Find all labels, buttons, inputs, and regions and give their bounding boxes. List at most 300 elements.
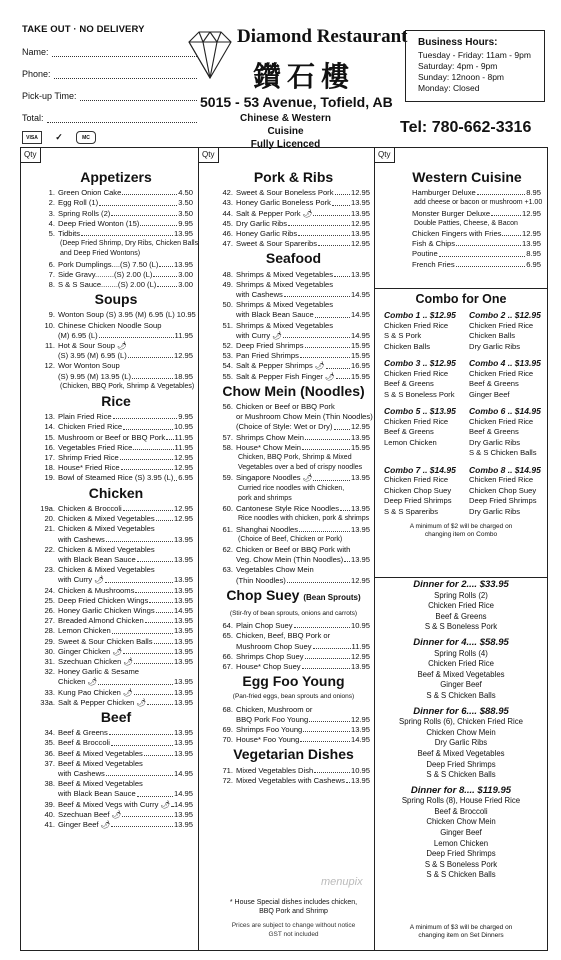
menu-item[interactable] bbox=[39, 504, 193, 514]
menu-item[interactable] bbox=[217, 504, 370, 514]
item-number: 20. bbox=[44, 514, 55, 524]
menu-item[interactable] bbox=[39, 738, 193, 748]
item-name: Ginger Chicken 🌶 bbox=[58, 646, 123, 656]
menu-item[interactable] bbox=[39, 372, 193, 382]
combo-line: Lemon Chicken bbox=[384, 437, 437, 447]
dinner-item[interactable] bbox=[376, 707, 546, 781]
menu-item[interactable] bbox=[39, 310, 196, 320]
menu-item[interactable] bbox=[217, 433, 370, 443]
item-leader bbox=[287, 576, 350, 583]
item-number: 65. bbox=[222, 631, 233, 641]
item-leader bbox=[111, 738, 173, 745]
item-leader bbox=[305, 652, 350, 659]
item-price: 13.95 bbox=[173, 687, 193, 697]
dinner-line: Lemon Chicken bbox=[433, 838, 489, 848]
menu-item[interactable] bbox=[39, 667, 193, 677]
item-leader bbox=[156, 606, 173, 613]
item-number bbox=[217, 290, 236, 300]
item-number: 57. bbox=[222, 432, 233, 442]
item-number: 43. bbox=[222, 198, 233, 208]
menu-item[interactable] bbox=[39, 524, 193, 534]
menu-item[interactable] bbox=[39, 749, 193, 759]
combo-line: Chicken Fried Rice bbox=[384, 320, 449, 330]
menu-item[interactable] bbox=[39, 433, 193, 443]
menu-item[interactable] bbox=[217, 725, 370, 735]
menu-item[interactable] bbox=[217, 652, 370, 662]
item-name: Honey Garlic Ribs bbox=[236, 229, 298, 239]
menu-item[interactable] bbox=[39, 637, 193, 647]
combo-line: Beef & Greens bbox=[469, 379, 519, 389]
cuisine-info: Chinese & Western Cuisine Fully Licenced bbox=[240, 113, 331, 150]
menu-item[interactable] bbox=[393, 239, 541, 249]
item-number bbox=[39, 769, 58, 779]
phone-field[interactable]: Phone: bbox=[22, 67, 197, 79]
section-title-text: Rice bbox=[101, 393, 131, 410]
item-number bbox=[217, 576, 236, 586]
item-leader bbox=[145, 616, 173, 623]
item-leader bbox=[315, 310, 350, 317]
section-title bbox=[39, 484, 193, 501]
menu-item[interactable] bbox=[39, 789, 193, 799]
menu-item[interactable] bbox=[39, 688, 193, 698]
menu-item[interactable] bbox=[217, 402, 370, 412]
item-name: House* Chop Suey bbox=[236, 661, 301, 671]
item-leader bbox=[334, 270, 350, 277]
item-name: Shrimps Chop Suey bbox=[236, 651, 304, 661]
combo-heading: Combo 6 .. $14.95 bbox=[469, 406, 541, 417]
item-number: 71. bbox=[222, 765, 233, 775]
menu-item[interactable] bbox=[39, 219, 193, 229]
item-leader bbox=[303, 725, 350, 732]
item-number: 12. bbox=[44, 361, 55, 371]
column-2 bbox=[217, 168, 373, 786]
item-name: Honey Garlic Boneless Pork bbox=[236, 198, 331, 208]
menu-item[interactable] bbox=[39, 198, 193, 208]
item-name: Shrimp Fried Rice bbox=[58, 453, 119, 463]
item-leader bbox=[313, 642, 351, 649]
menu-item[interactable] bbox=[39, 443, 193, 453]
item-price: 13.95 bbox=[173, 677, 193, 687]
item-price: 10.95 bbox=[350, 765, 370, 775]
item-name: House* Chow Mein bbox=[236, 442, 301, 452]
item-number: 42. bbox=[222, 188, 233, 198]
item-number: 18. bbox=[44, 463, 55, 473]
menu-item[interactable] bbox=[39, 575, 193, 585]
menu-item[interactable] bbox=[217, 715, 370, 725]
menu-item[interactable] bbox=[39, 229, 193, 239]
menu-item[interactable] bbox=[39, 769, 193, 779]
item-name: Poutine bbox=[412, 249, 438, 259]
menu-item[interactable] bbox=[393, 188, 541, 198]
combo-line: S & S Boneless Pork bbox=[384, 389, 455, 399]
menu-item[interactable] bbox=[39, 209, 193, 219]
menu-item[interactable] bbox=[393, 209, 541, 219]
item-name: Breaded Almond Chicken bbox=[58, 616, 144, 626]
menu-item[interactable] bbox=[39, 260, 193, 270]
menu-item[interactable] bbox=[217, 280, 370, 290]
menu-item[interactable] bbox=[217, 735, 370, 745]
item-leader bbox=[149, 596, 173, 603]
menu-item[interactable] bbox=[39, 800, 193, 810]
item-price: 13.95 bbox=[173, 646, 193, 656]
combo-item[interactable] bbox=[376, 356, 461, 404]
menu-item[interactable] bbox=[217, 372, 370, 382]
item-number: 33. bbox=[44, 687, 55, 697]
item-number bbox=[393, 239, 412, 249]
combo-item[interactable] bbox=[461, 463, 546, 522]
item-leader bbox=[294, 621, 350, 628]
menu-item[interactable] bbox=[217, 545, 370, 555]
menu-item[interactable] bbox=[39, 463, 193, 473]
menu-item[interactable] bbox=[217, 300, 370, 310]
menu-item[interactable] bbox=[39, 657, 193, 667]
item-name: House* Foo Young bbox=[236, 735, 300, 745]
item-price: 10.95 bbox=[350, 621, 370, 631]
section-title bbox=[217, 382, 370, 399]
item-leader bbox=[134, 688, 173, 695]
item-description: (Chicken, BBQ Pork, Shrimp & Vegetables) bbox=[60, 382, 195, 390]
combo-line: Dry Garlic Ribs bbox=[469, 506, 521, 516]
menu-item[interactable] bbox=[39, 280, 193, 290]
combo-item[interactable] bbox=[376, 308, 461, 356]
dinner-item[interactable] bbox=[376, 580, 546, 633]
menu-item[interactable] bbox=[393, 249, 541, 259]
item-name: Shrimps & Mixed Vegetables bbox=[236, 300, 334, 310]
item-number: 21. bbox=[44, 524, 55, 534]
item-number: 4. bbox=[48, 218, 55, 228]
section-subtitle: (Bean Sprouts) bbox=[303, 592, 361, 602]
menu-item[interactable] bbox=[217, 239, 370, 249]
item-leader bbox=[113, 412, 178, 419]
menu-item[interactable] bbox=[217, 361, 370, 371]
menu-item[interactable] bbox=[217, 229, 370, 239]
dinner-line: S & S Chicken Balls bbox=[426, 690, 496, 700]
item-number: 68. bbox=[222, 704, 233, 714]
section-title bbox=[39, 708, 193, 725]
item-price: 8.95 bbox=[526, 249, 541, 259]
item-name: Wonton Soup (S) 3.95 (M) 6.95 (L) bbox=[58, 310, 175, 320]
item-leader bbox=[171, 800, 173, 807]
item-name: Wor Wonton Soup bbox=[58, 361, 120, 371]
dinner-line: Chicken Chow Mein bbox=[426, 727, 496, 737]
business-hours-title: Business Hours: bbox=[418, 37, 498, 48]
dinner-line: Spring Rolls (6), Chicken Fried Rice bbox=[399, 717, 523, 727]
item-leader bbox=[159, 260, 173, 267]
combo-line: Chicken Fried Rice bbox=[384, 416, 449, 426]
menu-item[interactable] bbox=[217, 705, 370, 715]
item-name: Shanghai Noodles bbox=[236, 524, 299, 534]
item-name: Green Onion Cake bbox=[58, 188, 122, 198]
name-field[interactable]: Name: bbox=[22, 45, 197, 57]
item-name: Chicken & Mixed Vegetables bbox=[58, 544, 155, 554]
item-price: 9.95 bbox=[178, 412, 193, 422]
item-price: 13.95 bbox=[173, 697, 193, 707]
section-title-text: Soups bbox=[94, 291, 138, 308]
item-price: 12.95 bbox=[173, 453, 193, 463]
combo-item[interactable] bbox=[376, 463, 461, 522]
dinner-item[interactable] bbox=[376, 786, 546, 881]
combo-line: S & S Pork bbox=[384, 331, 422, 341]
item-number: 72. bbox=[222, 775, 233, 785]
item-price: 3.50 bbox=[178, 198, 193, 208]
menu-item[interactable] bbox=[39, 626, 193, 636]
menu-item[interactable] bbox=[217, 209, 370, 219]
menu-item[interactable] bbox=[217, 331, 370, 341]
menu-item[interactable] bbox=[39, 453, 193, 463]
combo-heading: Combo 7 .. $14.95 bbox=[384, 464, 456, 475]
menu-item[interactable] bbox=[217, 310, 370, 320]
menu-item[interactable] bbox=[217, 555, 370, 565]
item-number bbox=[393, 188, 412, 198]
menu-item[interactable] bbox=[39, 270, 193, 280]
telephone[interactable]: Tel: 780-662-3316 bbox=[400, 119, 532, 136]
combo-line: S & S Chicken Balls bbox=[469, 448, 537, 458]
item-price: 14.95 bbox=[173, 799, 193, 809]
pickup-time-field[interactable]: Pick-up Time: bbox=[22, 89, 197, 101]
menu-item[interactable] bbox=[39, 321, 193, 331]
item-name: Singapore Noodles 🌶 bbox=[236, 473, 313, 483]
item-name: Shrimps Foo Young bbox=[236, 724, 303, 734]
section-title bbox=[39, 169, 193, 185]
item-price: 13.95 bbox=[350, 775, 370, 785]
item-price: 15.95 bbox=[350, 371, 370, 381]
menu-item[interactable] bbox=[39, 586, 193, 596]
item-leader bbox=[456, 260, 526, 267]
item-leader bbox=[112, 626, 173, 633]
set-dinners bbox=[376, 580, 546, 886]
item-description: pork and shrimps bbox=[238, 494, 292, 502]
menu-item[interactable] bbox=[217, 351, 370, 361]
item-price: 15.95 bbox=[350, 351, 370, 361]
combo-item[interactable] bbox=[461, 356, 546, 404]
item-price: 14.95 bbox=[173, 768, 193, 778]
combo-item[interactable] bbox=[461, 404, 546, 463]
menu-item[interactable] bbox=[217, 642, 370, 652]
menu-item[interactable] bbox=[217, 766, 370, 776]
item-name: Salt & Pepper Fish Finger 🌶 bbox=[236, 371, 335, 381]
item-description: add cheese or bacon or mushroom +1.00 bbox=[414, 199, 543, 207]
item-number: 62. bbox=[222, 544, 233, 554]
menu-item[interactable] bbox=[217, 422, 370, 432]
menu-item[interactable] bbox=[39, 759, 193, 769]
item-description: Double Patties, Cheese, & Bacon bbox=[414, 219, 518, 227]
item-number: 69. bbox=[222, 724, 233, 734]
menu-item[interactable] bbox=[39, 361, 193, 371]
menu-item[interactable] bbox=[217, 565, 370, 575]
item-leader bbox=[121, 463, 173, 470]
menu-item[interactable] bbox=[39, 351, 193, 361]
total-field[interactable]: Total: bbox=[22, 111, 197, 123]
item-price: 13.95 bbox=[173, 656, 193, 666]
menu-item[interactable] bbox=[217, 776, 370, 786]
menu-item[interactable] bbox=[217, 412, 373, 422]
combo-line: Chicken Balls bbox=[469, 331, 516, 341]
menu-item[interactable] bbox=[217, 525, 370, 535]
menu-item[interactable] bbox=[39, 820, 193, 830]
menu-item[interactable] bbox=[39, 728, 193, 738]
item-name: Tidbits bbox=[58, 229, 81, 239]
item-leader bbox=[305, 433, 350, 440]
combo-item[interactable] bbox=[376, 404, 461, 463]
item-name: Plain Fried Rice bbox=[58, 412, 112, 422]
item-price: 10.95 bbox=[173, 422, 193, 432]
menu-grid bbox=[20, 147, 548, 951]
item-name: Plain Chop Suey bbox=[236, 621, 293, 631]
item-price: 13.95 bbox=[350, 524, 370, 534]
item-number bbox=[39, 372, 58, 382]
item-price: 13.95 bbox=[173, 575, 193, 585]
item-price: 13.95 bbox=[521, 239, 541, 249]
dinner-line: Ginger Beef bbox=[440, 680, 482, 690]
address: 5015 - 53 Avenue, Tofield, AB bbox=[200, 94, 393, 110]
item-name: Beef & Broccoli bbox=[58, 738, 110, 748]
menu-item[interactable] bbox=[39, 473, 193, 483]
dinner-line: S & S Boneless Pork bbox=[424, 622, 498, 632]
item-number: 1. bbox=[48, 188, 55, 198]
section-title-text: Chop Suey bbox=[226, 586, 300, 603]
item-name: Chinese Chicken Noodle Soup bbox=[58, 320, 162, 330]
menu-item[interactable] bbox=[217, 576, 370, 586]
item-price: 13.95 bbox=[350, 432, 370, 442]
menu-item[interactable] bbox=[39, 596, 193, 606]
item-name: Egg Roll (1) bbox=[58, 198, 99, 208]
menu-item[interactable] bbox=[217, 188, 370, 198]
item-name: with Cashews bbox=[58, 768, 105, 778]
menu-item[interactable] bbox=[39, 698, 193, 708]
item-name: Beef & Mixed Vegetables bbox=[58, 748, 143, 758]
dinner-line: Chicken Fried Rice bbox=[428, 659, 494, 669]
item-number bbox=[39, 555, 58, 565]
item-number bbox=[217, 412, 236, 422]
item-leader bbox=[122, 810, 173, 817]
order-form bbox=[22, 24, 197, 144]
combo-line: Chicken Fried Rice bbox=[469, 416, 534, 426]
menu-item[interactable] bbox=[217, 270, 370, 280]
item-leader bbox=[336, 372, 350, 379]
menu-item[interactable] bbox=[217, 290, 370, 300]
item-number: 49. bbox=[222, 279, 233, 289]
menu-item[interactable] bbox=[39, 555, 193, 565]
menu-item[interactable] bbox=[39, 606, 193, 616]
item-number: 13. bbox=[44, 412, 55, 422]
menu-item[interactable] bbox=[217, 473, 370, 483]
item-leader bbox=[156, 514, 173, 521]
item-price: 13.95 bbox=[173, 595, 193, 605]
section-title bbox=[217, 673, 370, 690]
debit-check-icon: ✓ bbox=[55, 132, 63, 142]
item-price: 13.95 bbox=[350, 555, 370, 565]
item-leader bbox=[137, 789, 173, 796]
item-price: 12.95 bbox=[521, 229, 541, 239]
menu-item[interactable] bbox=[39, 647, 193, 657]
item-number bbox=[39, 331, 58, 341]
menu-item[interactable] bbox=[39, 341, 193, 351]
item-price: 11.95 bbox=[174, 432, 193, 442]
item-number bbox=[217, 331, 236, 341]
dinner-line: Spring Rolls (2) bbox=[434, 590, 488, 600]
menu-item[interactable] bbox=[39, 422, 193, 432]
combo-line: Chicken Fried Rice bbox=[469, 475, 534, 485]
item-number: 28. bbox=[44, 626, 55, 636]
item-number: 25. bbox=[44, 595, 55, 605]
menu-item[interactable] bbox=[39, 545, 193, 555]
menu-item[interactable] bbox=[217, 198, 370, 208]
item-number: 7. bbox=[48, 269, 55, 279]
item-name: (Thin Noodles) bbox=[236, 575, 286, 585]
item-leader bbox=[166, 433, 173, 440]
menu-item[interactable] bbox=[39, 565, 193, 575]
item-name: French Fries bbox=[412, 259, 455, 269]
item-price: 12.95 bbox=[173, 503, 193, 513]
item-number: 59. bbox=[222, 473, 233, 483]
item-leader bbox=[318, 239, 350, 246]
dinner-item[interactable] bbox=[376, 638, 546, 702]
menu-item[interactable] bbox=[39, 779, 193, 789]
menu-item[interactable] bbox=[217, 631, 370, 641]
menu-item[interactable] bbox=[393, 260, 541, 270]
menu-item[interactable] bbox=[39, 331, 193, 341]
menu-item[interactable] bbox=[217, 321, 370, 331]
section-title bbox=[217, 250, 370, 267]
dinner-line: Beef & Greens bbox=[435, 611, 487, 621]
item-name: Szechuan Beef 🌶 bbox=[58, 809, 122, 819]
item-number: 15. bbox=[44, 432, 55, 442]
menu-item[interactable] bbox=[39, 677, 193, 687]
item-name: Beef & Greens bbox=[58, 728, 108, 738]
qty-label: Qty bbox=[199, 148, 219, 163]
item-price: 14.95 bbox=[350, 310, 370, 320]
item-price: 4.50 bbox=[178, 188, 193, 198]
menu-item[interactable] bbox=[39, 810, 193, 820]
combo-line: Chicken Balls bbox=[384, 341, 431, 351]
menu-item[interactable] bbox=[39, 188, 193, 198]
menu-item[interactable] bbox=[39, 616, 193, 626]
item-price: 12.95 bbox=[173, 351, 193, 361]
item-name: with Black Bean Sauce bbox=[58, 554, 136, 564]
item-name: Pork Dumplings....(S) 7.50 (L) bbox=[58, 259, 159, 269]
section-title-text: Pork & Ribs bbox=[253, 169, 334, 185]
menu-item[interactable] bbox=[217, 443, 370, 453]
item-leader bbox=[334, 422, 350, 429]
menu-item[interactable] bbox=[217, 662, 370, 672]
item-leader bbox=[477, 188, 525, 195]
item-price: 13.95 bbox=[173, 554, 193, 564]
item-description: Chicken, BBQ Pork, Shrimp & Mixed bbox=[238, 454, 352, 462]
item-name: Salt & Pepper Chicken 🌶 bbox=[58, 697, 147, 707]
dinner-line: Deep Fried Shrimps bbox=[426, 849, 496, 859]
item-name: Chicken or Beef or BBQ Pork bbox=[236, 402, 335, 412]
item-name: with Cashews bbox=[58, 534, 105, 544]
menu-item[interactable] bbox=[217, 341, 370, 351]
menu-item[interactable] bbox=[393, 229, 541, 239]
item-leader bbox=[300, 351, 350, 358]
menu-item[interactable] bbox=[39, 514, 193, 524]
menu-item[interactable] bbox=[217, 219, 370, 229]
menu-item[interactable] bbox=[39, 412, 193, 422]
item-leader bbox=[128, 351, 173, 358]
item-description: Vegetables over a bed of crispy noodles bbox=[238, 464, 363, 472]
combo-item[interactable] bbox=[461, 308, 546, 356]
item-name: Shrimps & Mixed Vegetables bbox=[236, 279, 334, 289]
business-hours-box: Business Hours: Tuesday - Friday: 11am - 9pm Saturday: 4pm - 9pm Sunday: 12noon - 8pm Monday: Closed bbox=[405, 30, 545, 102]
item-leader bbox=[288, 219, 350, 226]
menu-item[interactable] bbox=[217, 621, 370, 631]
menu-item[interactable] bbox=[39, 535, 193, 545]
item-leader bbox=[144, 749, 173, 756]
item-price: 14.95 bbox=[350, 290, 370, 300]
section-title-text: Vegetarian Dishes bbox=[233, 746, 354, 763]
item-price: 18.95 bbox=[173, 371, 193, 381]
